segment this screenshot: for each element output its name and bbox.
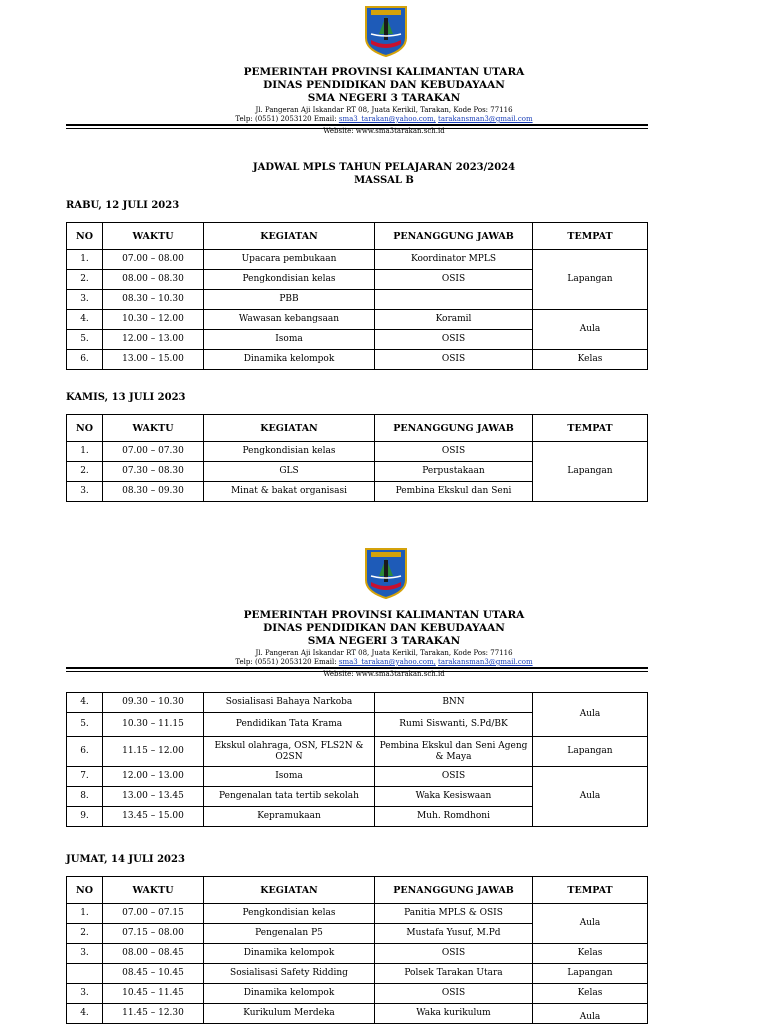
cell-tempat: Kelas	[533, 984, 648, 1004]
cell-kegiatan: Dinamika kelompok	[204, 350, 375, 370]
cell-waktu: 12.00 – 13.00	[103, 330, 204, 350]
header-waktu: WAKTU	[103, 877, 204, 904]
kop-line-1: PEMERINTAH PROVINSI KALIMANTAN UTARA	[243, 66, 525, 78]
cell-pj: Waka kurikulum	[375, 1004, 533, 1024]
table-row	[67, 250, 648, 270]
cell-pj: Perpustakaan	[375, 462, 533, 482]
cell-pj: Polsek Tarakan Utara	[375, 964, 533, 984]
cell-waktu: 11.45 – 12.30	[103, 1004, 204, 1024]
cell-waktu: 12.00 – 13.00	[103, 767, 204, 787]
table-row	[67, 904, 648, 924]
cell-kegiatan: Pengkondisian kelas	[204, 904, 375, 924]
cell-tempat: Aula	[533, 310, 648, 350]
cell-no: 3.	[67, 482, 103, 502]
doc-title: JADWAL MPLS TAHUN PELAJARAN 2023/2024	[252, 162, 516, 173]
cell-waktu: 10.30 – 11.15	[103, 713, 204, 737]
kop-email-2[interactable]: tarakansman3@gmail.com	[438, 658, 533, 666]
table-header-row	[67, 877, 648, 904]
cell-waktu: 09.30 – 10.30	[103, 693, 204, 713]
cell-tempat: Kelas	[533, 944, 648, 964]
cell-waktu: 10.45 – 11.45	[103, 984, 204, 1004]
cell-waktu: 13.00 – 13.45	[103, 787, 204, 807]
cell-tempat: Lapangan	[533, 737, 648, 767]
header-tempat: TEMPAT	[533, 415, 648, 442]
table-row	[67, 984, 648, 1004]
header-kegiatan: KEGIATAN	[204, 877, 375, 904]
cell-kegiatan: Pengenalan P5	[204, 924, 375, 944]
province-logo	[363, 546, 409, 600]
kop-line-1: PEMERINTAH PROVINSI KALIMANTAN UTARA	[243, 609, 525, 621]
schedule-table-jumat	[66, 876, 648, 1024]
cell-kegiatan: Pengkondisian kelas	[204, 270, 375, 290]
cell-pj: Panitia MPLS & OSIS	[375, 904, 533, 924]
day-label-rabu: RABU, 12 JULI 2023	[66, 200, 180, 211]
table-row	[67, 310, 648, 330]
cell-kegiatan: Pendidikan Tata Krama	[204, 713, 375, 737]
day-label-kamis: KAMIS, 13 JULI 2023	[66, 392, 186, 403]
cell-waktu: 13.00 – 15.00	[103, 350, 204, 370]
cell-no: 1.	[67, 904, 103, 924]
header-no: NO	[67, 415, 103, 442]
cell-kegiatan: Ekskul olahraga, OSN, FLS2N & O2SN	[204, 737, 375, 767]
cell-kegiatan: Kurikulum Merdeka	[204, 1004, 375, 1024]
cell-pj: OSIS	[375, 442, 533, 462]
kop-email-2[interactable]: tarakansman3@gmail.com	[438, 115, 533, 123]
cell-kegiatan: Pengenalan tata tertib sekolah	[204, 787, 375, 807]
cell-pj: Mustafa Yusuf, M.Pd	[375, 924, 533, 944]
cell-kegiatan: Dinamika kelompok	[204, 984, 375, 1004]
kop-website: Website: www.sma3tarakan.sch.id	[323, 670, 445, 678]
kop-telp: Telp: (0551) 2053120 Email:	[235, 658, 337, 666]
table-row	[67, 944, 648, 964]
cell-tempat: Lapangan	[533, 442, 648, 502]
kop-line-3: SMA NEGERI 3 TARAKAN	[307, 92, 461, 104]
kop-line-3: SMA NEGERI 3 TARAKAN	[307, 635, 461, 647]
cell-pj: OSIS	[375, 350, 533, 370]
cell-no: 8.	[67, 787, 103, 807]
cell-pj: Muh. Romdhoni	[375, 807, 533, 827]
cell-tempat: Lapangan	[533, 250, 648, 310]
table-row	[67, 442, 648, 462]
header-pj: PENANGGUNG JAWAB	[375, 223, 533, 250]
kop-telp: Telp: (0551) 2053120 Email:	[235, 115, 337, 123]
header-waktu: WAKTU	[103, 415, 204, 442]
cell-waktu: 08.00 – 08.45	[103, 944, 204, 964]
cell-pj	[375, 290, 533, 310]
kop-email-1[interactable]: sma3_tarakan@yahoo.com,	[338, 658, 436, 666]
cell-no: 1.	[67, 442, 103, 462]
cell-waktu: 07.15 – 08.00	[103, 924, 204, 944]
cell-no: 3.	[67, 984, 103, 1004]
cell-waktu: 08.30 – 09.30	[103, 482, 204, 502]
kop-line-2: DINAS PENDIDIKAN DAN KEBUDAYAAN	[263, 622, 505, 634]
cell-pj: Waka Kesiswaan	[375, 787, 533, 807]
cell-tempat: Aula	[533, 904, 648, 944]
cell-pj: Koramil	[375, 310, 533, 330]
cell-no: 4.	[67, 310, 103, 330]
cell-kegiatan: Minat & bakat organisasi	[204, 482, 375, 502]
cell-no: 3.	[67, 290, 103, 310]
cell-kegiatan: Sosialisasi Safety Ridding	[204, 964, 375, 984]
cell-waktu: 07.00 – 07.30	[103, 442, 204, 462]
table-row	[67, 693, 648, 713]
cell-no: 6.	[67, 350, 103, 370]
header-no: NO	[67, 223, 103, 250]
header-tempat: TEMPAT	[533, 877, 648, 904]
table-row	[67, 737, 648, 767]
cell-no: 9.	[67, 807, 103, 827]
cell-pj: Rumi Siswanti, S.Pd/BK	[375, 713, 533, 737]
schedule-table-kamis-continued	[66, 692, 648, 827]
cell-pj: OSIS	[375, 984, 533, 1004]
cell-waktu: 10.30 – 12.00	[103, 310, 204, 330]
cell-waktu: 07.00 – 07.15	[103, 904, 204, 924]
cell-pj: Pembina Ekskul dan Seni	[375, 482, 533, 502]
cell-tempat: Lapangan	[533, 964, 648, 984]
cell-kegiatan: GLS	[204, 462, 375, 482]
cell-kegiatan: Upacara pembukaan	[204, 250, 375, 270]
header-kegiatan: KEGIATAN	[204, 415, 375, 442]
cell-pj: OSIS	[375, 330, 533, 350]
header-kegiatan: KEGIATAN	[204, 223, 375, 250]
cell-waktu: 11.15 – 12.00	[103, 737, 204, 767]
cell-no: 6.	[67, 737, 103, 767]
cell-no: 2.	[67, 270, 103, 290]
header-waktu: WAKTU	[103, 223, 204, 250]
table-header-row	[67, 415, 648, 442]
cell-kegiatan: Dinamika kelompok	[204, 944, 375, 964]
header-pj: PENANGGUNG JAWAB	[375, 877, 533, 904]
cell-waktu: 08.30 – 10.30	[103, 290, 204, 310]
table-header-row	[67, 223, 648, 250]
kop-contact	[0, 115, 768, 124]
cell-kegiatan: PBB	[204, 290, 375, 310]
province-logo	[363, 4, 409, 58]
kop-website: Website: www.sma3tarakan.sch.id	[323, 127, 445, 135]
cell-waktu: 07.00 – 08.00	[103, 250, 204, 270]
doc-subtitle: MASSAL B	[354, 175, 414, 186]
cell-no: 4.	[67, 693, 103, 713]
cell-tempat: Aula	[533, 1004, 648, 1024]
cell-pj: Pembina Ekskul dan Seni Ageng & Maya	[375, 737, 533, 767]
header-no: NO	[67, 877, 103, 904]
cell-tempat: Aula	[533, 693, 648, 737]
cell-no: 5.	[67, 713, 103, 737]
schedule-table-kamis	[66, 414, 648, 502]
cell-no: 3.	[67, 944, 103, 964]
table-row	[67, 350, 648, 370]
kop-contact	[0, 658, 768, 667]
kop-address: Jl. Pangeran Aji Iskandar RT 08, Juata Kerikil, Tarakan, Kode Pos: 77116	[255, 649, 513, 657]
cell-pj: OSIS	[375, 944, 533, 964]
cell-pj: BNN	[375, 693, 533, 713]
kop-email-1[interactable]: sma3_tarakan@yahoo.com,	[338, 115, 436, 123]
cell-kegiatan: Kepramukaan	[204, 807, 375, 827]
schedule-table-rabu	[66, 222, 648, 370]
cell-waktu: 08.00 – 08.30	[103, 270, 204, 290]
cell-kegiatan: Isoma	[204, 767, 375, 787]
day-label-jumat: JUMAT, 14 JULI 2023	[66, 854, 185, 865]
kop-line-2: DINAS PENDIDIKAN DAN KEBUDAYAAN	[263, 79, 505, 91]
cell-kegiatan: Isoma	[204, 330, 375, 350]
cell-no: 4.	[67, 1004, 103, 1024]
cell-waktu: 07.30 – 08.30	[103, 462, 204, 482]
cell-waktu: 13.45 – 15.00	[103, 807, 204, 827]
table-row	[67, 964, 648, 984]
cell-no: 2.	[67, 462, 103, 482]
cell-pj: OSIS	[375, 767, 533, 787]
cell-waktu: 08.45 – 10.45	[103, 964, 204, 984]
cell-no: 5.	[67, 330, 103, 350]
kop-address: Jl. Pangeran Aji Iskandar RT 08, Juata Kerikil, Tarakan, Kode Pos: 77116	[255, 106, 513, 114]
table-row	[67, 767, 648, 787]
header-tempat: TEMPAT	[533, 223, 648, 250]
cell-no	[67, 964, 103, 984]
cell-no: 2.	[67, 924, 103, 944]
cell-tempat: Kelas	[533, 350, 648, 370]
cell-no: 1.	[67, 250, 103, 270]
cell-kegiatan: Sosialisasi Bahaya Narkoba	[204, 693, 375, 713]
cell-pj: Koordinator MPLS	[375, 250, 533, 270]
cell-kegiatan: Pengkondisian kelas	[204, 442, 375, 462]
cell-kegiatan: Wawasan kebangsaan	[204, 310, 375, 330]
table-row	[67, 1004, 648, 1024]
cell-pj: OSIS	[375, 270, 533, 290]
cell-tempat: Aula	[533, 767, 648, 827]
cell-no: 7.	[67, 767, 103, 787]
header-pj: PENANGGUNG JAWAB	[375, 415, 533, 442]
